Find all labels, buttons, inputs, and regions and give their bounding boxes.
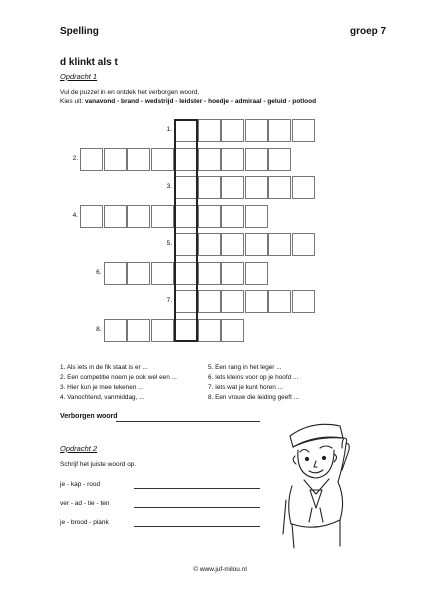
crossword-cell[interactable] [268, 290, 291, 313]
crossword-cell[interactable] [198, 119, 221, 142]
crossword-cell[interactable] [268, 148, 291, 171]
clue-4: 4. Vanochtend, vanmiddag, ... [60, 394, 145, 401]
clue-1: 1. Als iets in de fik staat is er ... [60, 364, 148, 371]
crossword-cell[interactable] [80, 148, 103, 171]
crossword-cell[interactable] [292, 290, 315, 313]
word-choices [60, 98, 316, 105]
clue-8: 8. Een vrouw die leiding geeft ... [208, 394, 299, 401]
crossword-cell[interactable] [245, 262, 268, 285]
crossword-cell[interactable] [221, 233, 244, 256]
choices-prefix: Kies uit: [60, 98, 84, 105]
hidden-word-column [174, 119, 198, 342]
exercise1-instruction: Vul de puzzel in en ontdek het verborgen woord. [60, 89, 200, 96]
exercise1-heading: Opdracht 1 [60, 72, 98, 81]
crossword-row-number: 3. [166, 183, 172, 190]
crossword-cell[interactable] [151, 319, 174, 342]
scrambled-word-1: je - kap - rood [60, 481, 101, 488]
crossword-cell[interactable] [198, 176, 221, 199]
crossword-cell[interactable] [221, 290, 244, 313]
crossword-cell[interactable] [198, 205, 221, 228]
exercise2-instruction: Schrijf het juiste woord op. [60, 461, 137, 468]
crossword-row-number: 1. [166, 126, 172, 133]
crossword-cell[interactable] [198, 233, 221, 256]
crossword-row-number: 8. [96, 325, 102, 333]
crossword-cell[interactable] [104, 148, 127, 171]
worksheet-title: d klinkt als t [60, 57, 118, 68]
crossword-cell[interactable] [198, 290, 221, 313]
choices-list: vanavond - brand - wedstrijd - leidster - hoedje - admiraal - geluid - potlood [84, 98, 317, 105]
crossword-cell[interactable] [268, 233, 291, 256]
crossword-cell[interactable] [151, 148, 174, 171]
group-label: groep 7 [350, 26, 387, 37]
answer-line-2[interactable] [134, 507, 260, 508]
scrambled-word-3: je - brood - plank [60, 519, 109, 526]
crossword-cell[interactable] [245, 290, 268, 313]
clue-6: 6. Iets kleins voor op je hoofd ... [208, 374, 299, 381]
sailor-boy-illustration [282, 414, 352, 550]
crossword-cell[interactable] [221, 262, 244, 285]
crossword-cell[interactable] [151, 262, 174, 285]
crossword-cell[interactable] [127, 205, 150, 228]
crossword-cell[interactable] [127, 148, 150, 171]
subject-heading: Spelling [60, 26, 99, 37]
crossword-cell[interactable] [198, 148, 221, 171]
crossword-cell[interactable] [198, 262, 221, 285]
crossword-cell[interactable] [80, 205, 103, 228]
clue-2: 2. Een competitie noem je ook wel een ... [60, 374, 177, 381]
crossword-cell[interactable] [151, 205, 174, 228]
crossword-cell[interactable] [245, 148, 268, 171]
crossword-cell[interactable] [221, 319, 244, 342]
crossword-row-number: 7. [166, 297, 172, 304]
crossword-cell[interactable] [198, 319, 221, 342]
crossword-row-number: 4. [72, 211, 78, 219]
crossword-cell[interactable] [127, 262, 150, 285]
scrambled-word-2: ver - ad - tie - ten [60, 500, 110, 507]
crossword-cell[interactable] [268, 119, 291, 142]
crossword-cell[interactable] [292, 176, 315, 199]
crossword-cell[interactable] [104, 205, 127, 228]
crossword-cell[interactable] [245, 205, 268, 228]
crossword-cell[interactable] [104, 262, 127, 285]
crossword-cell[interactable] [221, 119, 244, 142]
answer-line-3[interactable] [134, 526, 260, 527]
crossword-row-number: 5. [166, 240, 172, 247]
crossword-cell[interactable] [221, 205, 244, 228]
clues-right [208, 364, 299, 404]
hidden-word-label: Verborgen woord [60, 413, 118, 420]
answer-line-1[interactable] [134, 488, 260, 489]
crossword-row-number: 6. [96, 268, 102, 276]
hidden-word-line[interactable] [116, 421, 260, 422]
clue-5: 5. Een rang in het leger ... [208, 364, 282, 371]
crossword-cell[interactable] [104, 319, 127, 342]
crossword-cell[interactable] [127, 319, 150, 342]
crossword-cell[interactable] [221, 148, 244, 171]
crossword-cell[interactable] [268, 176, 291, 199]
crossword-cell[interactable] [292, 119, 315, 142]
crossword-cell[interactable] [221, 176, 244, 199]
crossword-cell[interactable] [292, 233, 315, 256]
crossword-row-number: 2. [72, 154, 78, 162]
crossword-cell[interactable] [245, 233, 268, 256]
clue-3: 3. Hier kun je mee tekenen ... [60, 384, 144, 391]
clues-left [60, 364, 177, 404]
crossword-cell[interactable] [245, 176, 268, 199]
exercise2-heading: Opdracht 2 [60, 444, 98, 453]
crossword-cell[interactable] [245, 119, 268, 142]
clue-7: 7. Iets wat je kunt horen ... [208, 384, 283, 391]
footer-copyright: © www.juf-milou.nl [193, 566, 247, 573]
